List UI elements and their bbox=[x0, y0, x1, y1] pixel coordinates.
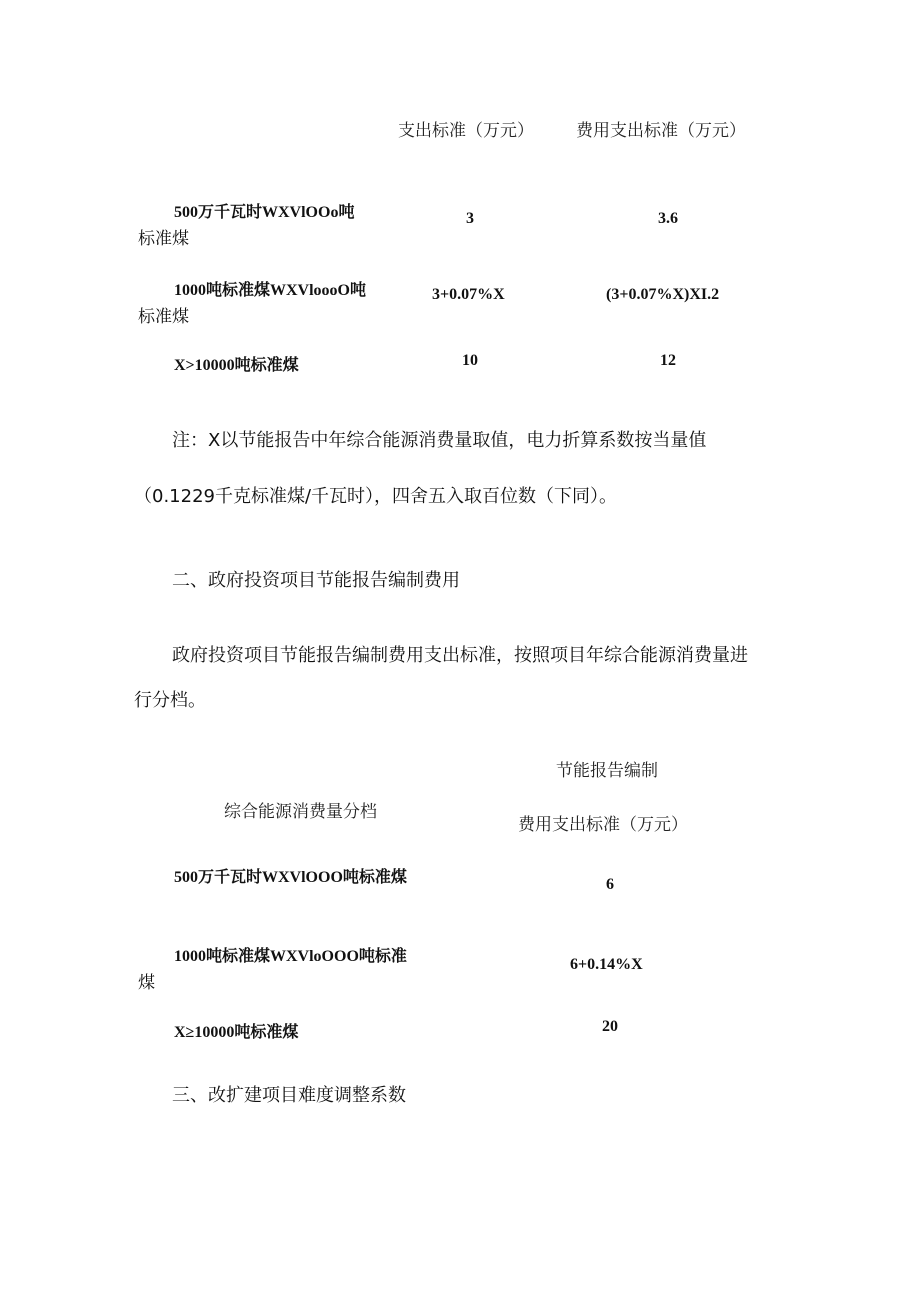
table2-header-left: 综合能源消费量分档 bbox=[224, 802, 377, 822]
note-line2: （0.1229千克标准煤/千瓦时），四舍五入取百位数（下同）。 bbox=[134, 486, 618, 507]
table1-row3-range: X>10000吨标准煤 bbox=[174, 357, 299, 374]
table2-row3-fee: 20 bbox=[602, 1018, 618, 1035]
table2-row1-fee: 6 bbox=[606, 876, 614, 893]
table1-row3-fee: 12 bbox=[660, 352, 676, 369]
table2-row2-range-cont: 煤 bbox=[138, 973, 155, 993]
table1-row1-range-cont: 标准煤 bbox=[138, 229, 189, 249]
table1-row2-range-cont: 标准煤 bbox=[138, 307, 189, 327]
table1-row2-standard: 3+0.07%X bbox=[432, 286, 505, 303]
table2-header-right-line1: 节能报告编制 bbox=[556, 761, 658, 781]
table1-row1-standard: 3 bbox=[466, 210, 474, 227]
section2-heading: 二、政府投资项目节能报告编制费用 bbox=[172, 570, 460, 591]
table2-header-right-line2: 费用支出标准（万元） bbox=[518, 815, 688, 835]
table1-row2-range: 1000吨标准煤WXVloooO吨 bbox=[174, 282, 367, 299]
section2-paragraph-line1: 政府投资项目节能报告编制费用支出标准，按照项目年综合能源消费量进 bbox=[172, 645, 748, 666]
table1-row2-fee: (3+0.07%X)XI.2 bbox=[606, 286, 720, 303]
table2-row3-range: X≥10000吨标准煤 bbox=[174, 1024, 299, 1041]
table2-row1-range: 500万千瓦时WXVlOOO吨标准煤 bbox=[174, 869, 407, 886]
section3-heading: 三、改扩建项目难度调整系数 bbox=[172, 1085, 406, 1106]
table1-row1-fee: 3.6 bbox=[658, 210, 678, 227]
table1-row3-standard: 10 bbox=[462, 352, 478, 369]
table2-row2-range: 1000吨标准煤WXVloOOO吨标准 bbox=[174, 948, 407, 965]
table1-header-fee: 费用支出标准（万元） bbox=[576, 121, 746, 141]
table2-row2-fee: 6+0.14%X bbox=[570, 956, 643, 973]
table1-row1-range: 500万千瓦时WXVlOOo吨 bbox=[174, 204, 355, 221]
table1-header-standard: 支出标准（万元） bbox=[398, 121, 534, 141]
section2-paragraph-line2: 行分档。 bbox=[134, 690, 206, 711]
note-line1: 注：X以节能报告中年综合能源消费量取值，电力折算系数按当量值 bbox=[172, 430, 707, 451]
